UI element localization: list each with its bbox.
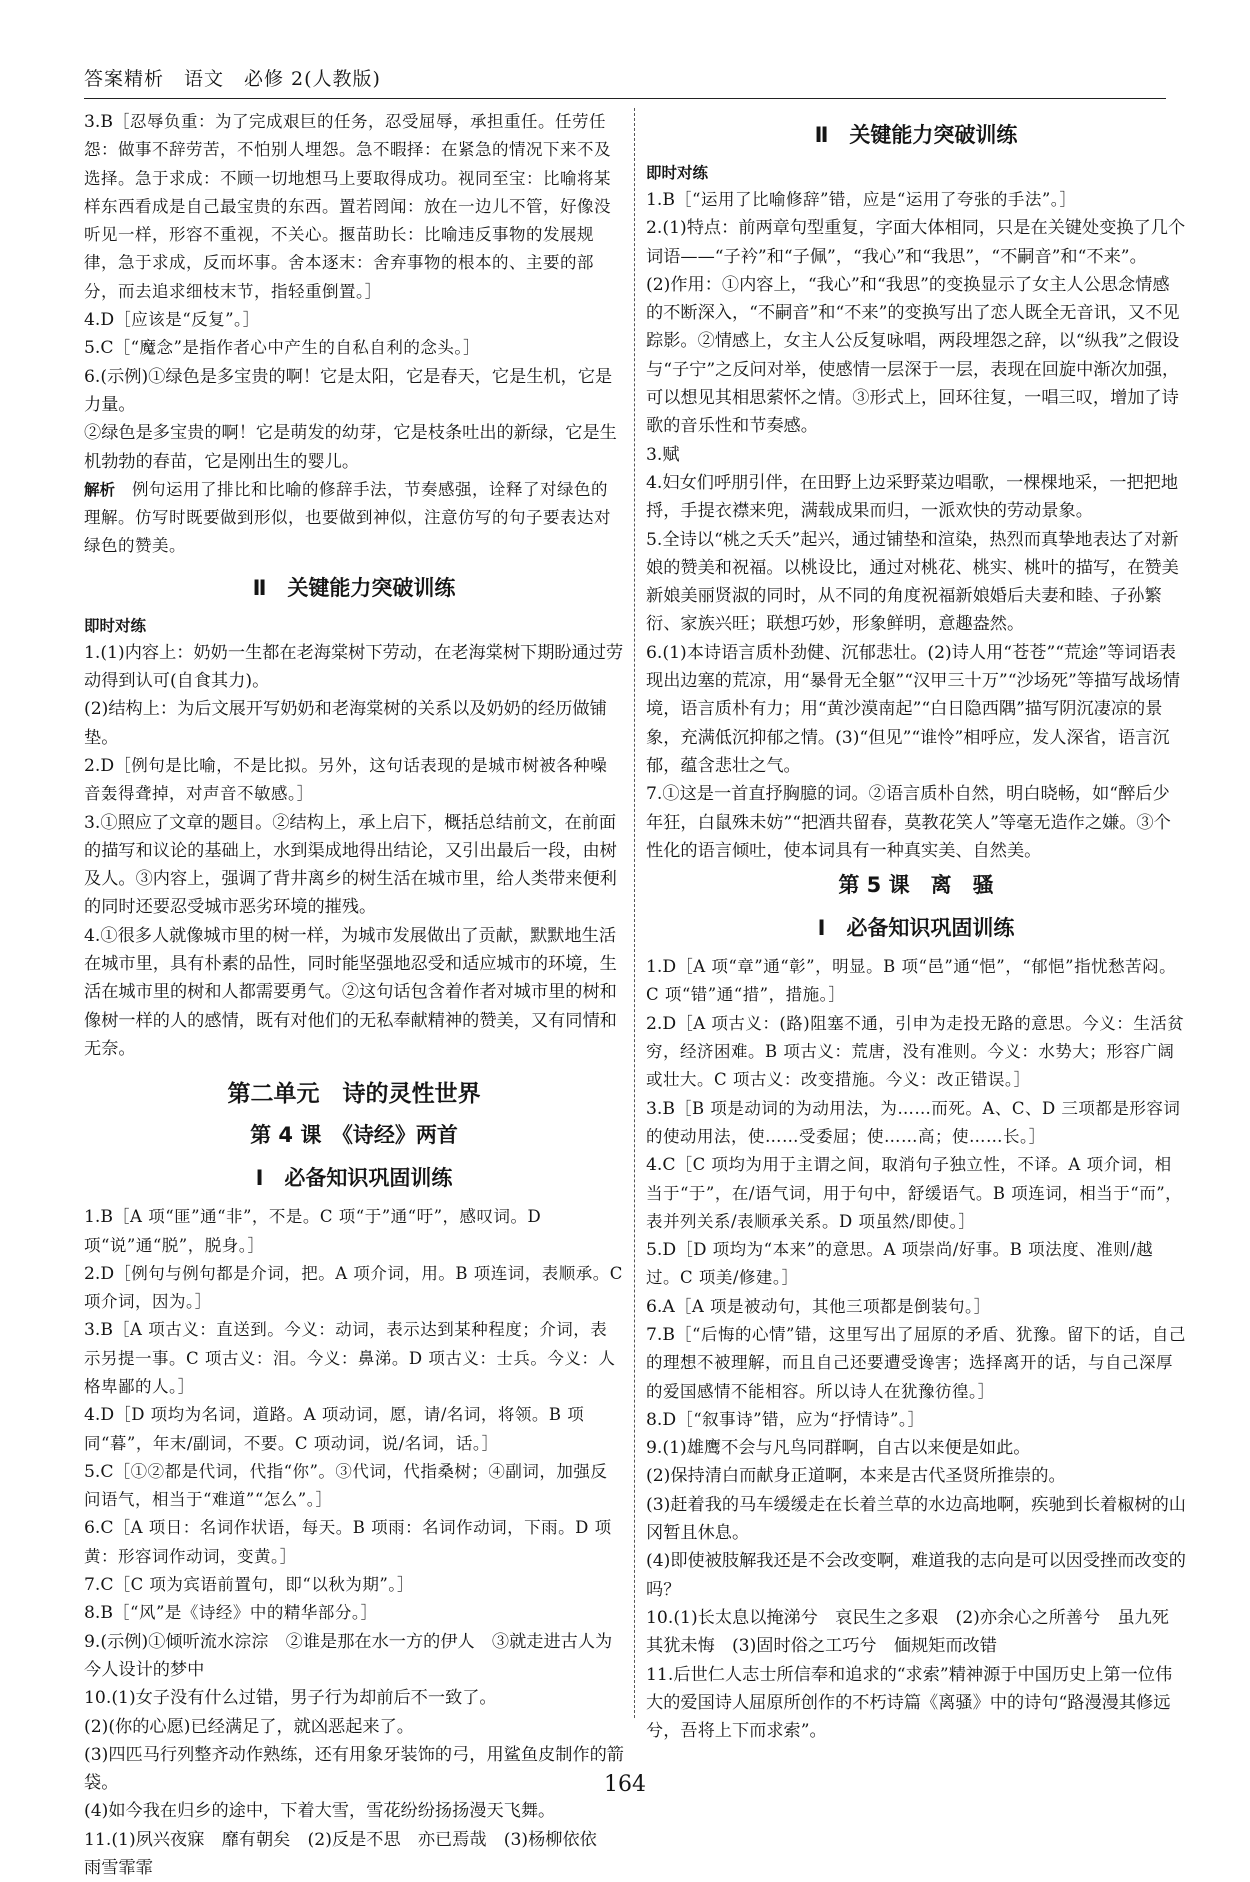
- answer-entry: [84, 476, 624, 561]
- running-header: 答案精析 语文 必修 2(人教版): [84, 68, 381, 90]
- answer-text: 2.(1)特点：前两章句型重复，字面大体相同，只是在关键处变换了几个词语——“子衿”和“子佩”，“我心”和“我思”，“不嗣音”和“不来”。: [646, 218, 1186, 267]
- answer-entry: [84, 419, 624, 476]
- answer-text: 4.D: [84, 310, 115, 331]
- answer-text: 3.赋: [646, 444, 680, 465]
- answer-text: (2)作用：①内容上，“我心”和“我思”的变换显示了女主人公思念情感的不断深入，“不嗣音”和“不来”的变换写出了恋人既全无音讯，又不见踪影。②情感上，女主人公反复咏唱，两段埋怨之辞，以“纵我”之假设与“子宁”之反问对举，使感情一层深于一层，表现在回旋中渐次加强，可以想见其相思萦怀之情。③形式上，回环往复，一唱三叹，增加了诗歌的音乐性和节奏感。: [646, 274, 1180, 437]
- answer-text: 3.B: [84, 112, 114, 132]
- answer-text: 6.C: [84, 1518, 114, 1539]
- answer-entry: [84, 1826, 624, 1882]
- answer-entry: [646, 1491, 1186, 1548]
- answer-text: (3)四匹马行列整齐动作熟练，还有用象牙装饰的弓，用鲨鱼皮制作的箭袋。: [84, 1744, 624, 1794]
- answer-text: 7.C: [84, 1575, 114, 1596]
- answer-entry: [646, 1604, 1186, 1661]
- answer-text: 2.D: [84, 1263, 115, 1284]
- answer-entry: [646, 1406, 1186, 1434]
- answer-text: (4)即使被肢解我还是不会改变啊，难道我的志向是可以因受挫而改变的吗？: [646, 1551, 1186, 1600]
- page-number: 164: [604, 1772, 646, 1797]
- answer-entry: [646, 1661, 1186, 1746]
- answer-entry: [84, 1260, 624, 1317]
- answer-text: 4.①很多人就像城市里的树一样，为城市发展做出了贡献，默默地生活在城市里，具有朴素的品性，同时能坚强地忍受和适应城市的环境，生活在城市里的树和人都需要勇气。②这句话包含着作者对城市里的树和像树一样的人的感情，既有对他们的无私奉献精神的赞美，又有同情和无奈。: [84, 925, 617, 1059]
- answer-text: 1.B: [646, 190, 676, 210]
- answer-text: (2)结构上：为后文展开写奶奶和老海棠树的关系以及奶奶的经历做铺垫。: [84, 699, 607, 748]
- answer-entry: [646, 271, 1186, 441]
- entry-list: [84, 108, 624, 561]
- answer-entry: [84, 1684, 624, 1712]
- answer-text: (3)赶着我的马车缓缓走在长着兰草的水边高地啊，疾驰到长着椒树的山冈暂且休息。: [646, 1494, 1186, 1544]
- answer-explanation: ［“风”是《诗经》中的精华部分。］: [113, 1603, 378, 1623]
- answer-text: 4.C: [646, 1155, 676, 1176]
- answer-explanation: ［“魔念”是指作者心中产生的自私自利的念头。］: [113, 338, 481, 358]
- answer-explanation: ［应该是“反复”。］: [114, 310, 260, 330]
- answer-text: 3.①照应了文章的题目。②结构上，承上启下，概括总结前文，在前面的描写和议论的基础上，水到渠成地得出结论，又引出最后一段，由树及人。③内容上，强调了背井离乡的树生活在城市里，给人类带来便利的同时还要忍受城市恶劣环境的摧残。: [84, 812, 617, 918]
- answer-explanation: ［A 项“章”通“彰”，明显。B 项“邑”通“悒”，“郁悒”指忧愁苦闷。C 项“错”通“措”，措施。］: [646, 957, 1177, 1005]
- answer-text: 9.(1)雄鹰不会与凡鸟同群啊，自古以来便是如此。: [646, 1438, 1031, 1459]
- lesson-title: 第 4 课 《诗经》两首: [250, 1123, 458, 1148]
- answer-text: 9.(示例)①倾听流水淙淙 ②谁是那在水一方的伊人 ③就走进古人为今人设计的梦中: [84, 1631, 613, 1680]
- answer-explanation: ［A 项古义：(路)阻塞不通，引申为走投无路的意思。今义：生活贫穷，经济困难。B 项古义：荒唐，没有准则。今义：水势大；形容广阔或壮大。C 项古义：改变措施。今义：改正错误。］: [646, 1013, 1185, 1090]
- answer-entry: [84, 695, 624, 752]
- answer-entry: [84, 752, 624, 809]
- answer-entry: [646, 953, 1186, 1010]
- answer-text: 7.①这是一首直抒胸臆的词。②语言质朴自然，明白晓畅，如“醉后少年狂，白鼠殊未妨”“把酒共留春，莫教花笑人”等毫无造作之嫌。③个性化的语言倾吐，使本词具有一种真实美、自然美。: [646, 784, 1171, 861]
- subheading: 即时对练: [646, 164, 709, 182]
- answer-entry: [84, 1401, 624, 1458]
- answer-entry: [646, 1434, 1186, 1462]
- answer-entry: [84, 1713, 624, 1741]
- answer-entry: [646, 469, 1186, 526]
- answer-entry: [84, 108, 624, 306]
- answer-entry: [84, 1316, 624, 1401]
- answer-text: 6.A: [646, 1296, 675, 1317]
- section-heading: Ⅱ 关键能力突破训练: [814, 123, 1018, 147]
- lesson-title: 第 5 课 离 骚: [838, 873, 994, 898]
- answer-entry: [84, 1599, 624, 1627]
- answer-explanation: ［C 项为宾语前置句，即“以秋为期”。］: [113, 1575, 415, 1595]
- answer-entry: [646, 1321, 1186, 1406]
- entry-list: [646, 186, 1186, 865]
- entry-list: [84, 639, 624, 1063]
- answer-text: 5.全诗以“桃之夭夭”起兴，通过铺垫和渲染，热烈而真挚地表达了对新娘的赞美和祝福。以桃设比，通过对桃花、桃实、桃叶的描写，在赞美新娘美丽贤淑的同时，从不同的角度祝福新娘婚后夫妻和睦、子孙繁衍、家族兴旺；联想巧妙，形象鲜明，意趣盎然。: [646, 529, 1179, 635]
- answer-text: 6.(1)本诗语言质朴劲健、沉郁悲壮。(2)诗人用“苍苍”“荒途”等词语表现出边塞的荒凉，用“暴骨无全躯”“汉甲三十万”“沙场死”等描写战场情境，语言质朴有力；用“黄沙漠南起”“白日隐西隅”描写阴沉凄凉的景象，充满低沉抑郁之情。(3)“但见”“谁怜”相呼应，发人深省，语言沉郁，蕴含悲壮之气。: [646, 642, 1180, 776]
- answer-entry: [84, 1514, 624, 1571]
- answer-entry: [84, 306, 624, 334]
- answer-entry: [84, 922, 624, 1063]
- answer-text: 4.妇女们呼朋引伴，在田野上边采野菜边唱歌，一棵棵地采，一把把地捋，手提衣襟来兜，满载成果而归，一派欢快的劳动景象。: [646, 472, 1179, 522]
- answer-text: 10.(1)女子没有什么过错，男子行为却前后不一致了。: [84, 1688, 497, 1709]
- answer-text: (2)(你的心愿)已经满足了，就凶恶起来了。: [84, 1716, 414, 1737]
- answer-text: 2.D: [84, 755, 115, 776]
- answer-explanation: ［①②都是代词，代指“你”。③代词，代指桑树；④副词，加强反问语气，相当于“难道”“怎么”。］: [84, 1461, 608, 1510]
- answer-text: 8.B: [84, 1603, 114, 1624]
- subheading: 即时对练: [84, 616, 147, 635]
- answer-entry: [646, 1547, 1186, 1604]
- left-column: [84, 108, 624, 1882]
- answer-entry: [84, 1571, 624, 1599]
- answer-text: 5.C: [84, 338, 114, 359]
- answer-entry: [84, 639, 624, 696]
- answer-entry: [84, 1797, 624, 1825]
- answer-explanation: ［A 项“匪”通“非”，不是。C 项“于”通“吁”，感叹词。D 项“说”通“脱”，脱身。］: [84, 1207, 542, 1255]
- answer-text: 5.D: [646, 1240, 677, 1261]
- answer-explanation: ［“叙事诗”错，应为“抒情诗”。］: [676, 1409, 925, 1429]
- answer-entry: [646, 639, 1186, 780]
- answer-text: (4)如今我在归乡的途中，下着大雪，雪花纷纷扬扬漫天飞舞。: [84, 1801, 556, 1822]
- answer-entry: [646, 1095, 1186, 1152]
- answer-explanation: ［D 项均为“本来”的意思。A 项崇尚/好事。B 项法度、准则/越过。C 项美/修建。］: [646, 1240, 1154, 1288]
- answer-explanation: ［忍辱负重：为了完成艰巨的任务，忍受屈辱，承担重任。任劳任怨：做事不辞劳苦，不怕别人埋怨。急不暇择：在紧急的情况下来不及选择。急于求成：不顾一切地想马上要取得成功。视同至宝：比喻将某样东西看成是自己最宝贵的东西。置若罔闻：放在一边儿不管，好像没听见一样，形容不重视，不关心。揠苗助长：比喻违反事物的发展规律，急于求成，反而坏事。舍本逐末：舍弃事物的根本的、主要的部分，而去追求细枝末节，指轻重倒置。］: [84, 112, 611, 301]
- answer-explanation: ［A 项是被动句，其他三项都是倒装句。］: [674, 1296, 991, 1316]
- answer-text: 11.(1)夙兴夜寐 靡有朝矣 (2)反是不思 亦已焉哉 (3)杨柳依依 雨雪霏霏: [84, 1829, 615, 1879]
- answer-explanation: ［“后悔的心情”错，这里写出了屈原的矛盾、犹豫。留下的话，自己的理想不被理解，而且自己还要遭受谗害；选择离开的话，与自己深厚的爱国感情不能相容。所以诗人在犹豫彷徨。］: [646, 1324, 1186, 1401]
- answer-text: 10.(1)长太息以掩涕兮 哀民生之多艰 (2)亦余心之所善兮 虽九死其犹未悔 (3)固时俗之工巧兮 偭规矩而改错: [646, 1607, 1169, 1657]
- answer-explanation: ［D 项均为名词，道路。A 项动词，愿，请/名词，将领。B 项同“暮”，年末/副词，不要。C 项动词，说/名词，话。］: [84, 1405, 585, 1453]
- entry-list: [646, 953, 1186, 1745]
- answer-explanation: ［A 项古义：直送到。今义：动词，表示达到某种程度；介词，表示另提一事。C 项古义：泪。今义：鼻涕。D 项古义：士兵。今义：人格卑鄙的人。］: [84, 1320, 616, 1396]
- answer-explanation: ［B 项是动词的为动用法，为……而死。A、C、D 三项都是形容词的使动用法，使……受委屈；使……高；使……长。］: [646, 1098, 1181, 1146]
- answer-entry: [646, 1293, 1186, 1321]
- section-heading: Ⅱ 关键能力突破训练: [252, 575, 456, 600]
- answer-text: 1.(1)内容上：奶奶一生都在老海棠树下劳动，在老海棠树下期盼通过劳动得到认可(自食其力)。: [84, 642, 624, 692]
- answer-explanation: ［例句与例句都是介词，把。A 项介词，用。B 项连词，表顺承。C 项介词，因为。］: [84, 1263, 623, 1312]
- answer-explanation: ［A 项日：名词作状语，每天。B 项雨：名词作动词，下雨。D 项黄：形容词作动词，变黄。］: [84, 1518, 612, 1566]
- answer-entry: [84, 1203, 624, 1260]
- answer-entry: [646, 441, 1186, 469]
- section-heading: Ⅰ 必备知识巩固训练: [255, 1166, 453, 1191]
- answer-text: 8.D: [646, 1409, 677, 1430]
- answer-text: (2)保持清白而献身正道啊，本来是古代圣贤所推崇的。: [646, 1466, 1066, 1487]
- answer-text: 3.B: [84, 1320, 114, 1341]
- answer-text: 解析: [84, 480, 116, 499]
- answer-text: 1.D: [646, 957, 677, 978]
- answer-entry: [646, 1462, 1186, 1490]
- answer-entry: [646, 526, 1186, 639]
- answer-explanation: ［“运用了比喻修辞”错，应是“运用了夸张的手法”。］: [675, 190, 1077, 209]
- unit-title: 第二单元 诗的灵性世界: [227, 1081, 481, 1108]
- answer-entry: [84, 1628, 624, 1685]
- answer-text: 6.(示例)①绿色是多宝贵的啊！它是太阳，它是春天，它是生机，它是力量。: [84, 366, 613, 415]
- section-heading: Ⅰ 必备知识巩固训练: [817, 916, 1015, 941]
- answer-text: 2.D: [646, 1013, 677, 1034]
- answer-text: 5.C: [84, 1461, 114, 1482]
- answer-entry: [646, 780, 1186, 865]
- answer-entry: [84, 363, 624, 420]
- answer-text: 11.后世仁人志士所信奉和追求的“求索”精神源于中国历史上第一位伟大的爱国诗人屈原所创作的不朽诗篇《离骚》中的诗句“路漫漫其修远兮，吾将上下而求索”。: [646, 1664, 1173, 1742]
- answer-text: 7.B: [646, 1324, 676, 1345]
- answer-text: 4.D: [84, 1405, 115, 1426]
- answer-entry: [646, 186, 1186, 214]
- answer-entry: [84, 334, 624, 362]
- answer-entry: [84, 809, 624, 922]
- answer-entry: [646, 214, 1186, 271]
- answer-text: ②绿色是多宝贵的啊！它是萌发的幼芽，它是枝条吐出的新绿，它是生机勃勃的春苗，它是刚出生的婴儿。: [84, 423, 617, 472]
- right-column: [646, 108, 1186, 1745]
- answer-entry: [84, 1458, 624, 1515]
- answer-entry: [646, 1236, 1186, 1293]
- column-divider: [634, 108, 635, 1718]
- header-rule: [84, 98, 1166, 99]
- answer-text: 3.B: [646, 1098, 676, 1119]
- answer-entry: [646, 1010, 1186, 1095]
- answer-explanation: 例句运用了排比和比喻的修辞手法，节奏感强，诠释了对绿色的理解。仿写时既要做到形似，也要做到神似，注意仿写的句子要表达对绿色的赞美。: [84, 479, 611, 556]
- answer-entry: [646, 1151, 1186, 1236]
- answer-text: 1.B: [84, 1207, 114, 1228]
- answer-explanation: ［例句是比喻，不是比拟。另外，这句话表现的是城市树被各种噪音轰得聋掉，对声音不敏感。］: [84, 755, 608, 804]
- answer-explanation: ［C 项均为用于主谓之间，取消句子独立性，不译。A 项介词，相当于“于”，在/语气词，用于句中，舒缓语气。B 项连词，相当于“而”，表并列关系/表顺承关系。D 项虽然/即使。］: [646, 1155, 1183, 1231]
